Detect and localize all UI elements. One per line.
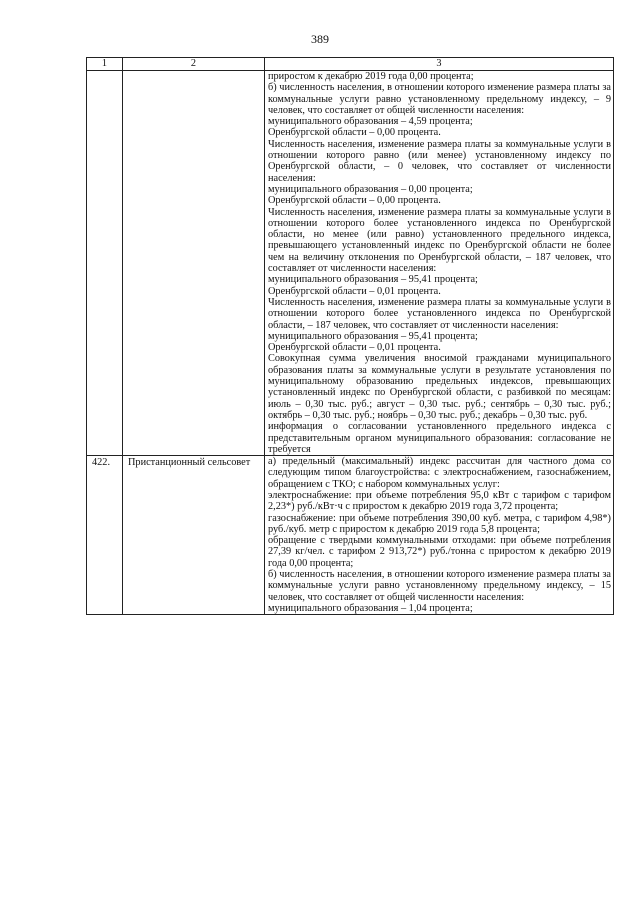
row-number-cell: 422. <box>87 456 123 615</box>
column-header-1: 1 <box>87 58 123 71</box>
paragraph: б) численность населения, в отношении которого изменение размера платы за коммунальные услуги равно установленному предельному индексу, – 15 человек, что составляет от общей численности населения: <box>268 569 611 603</box>
page-number: 389 <box>311 32 329 46</box>
paragraph: Численность населения, изменение размера платы за коммунальные услуги в отношении которого более установленного индекса по Оренбургской области, – 187 человек, что составляет от численности населения: <box>268 296 611 331</box>
paragraph: Численность населения, изменение размера платы за коммунальные услуги в отношении которого равно (или менее) установленному индексу по Оренбургской области, – 0 человек, что составляет от численности населения: <box>268 138 611 184</box>
paragraph: Оренбургской области – 0,00 процента. <box>268 195 441 207</box>
paragraph: муниципального образования – 0,00 процента; <box>268 183 473 195</box>
paragraph: электроснабжение: при объеме потребления 95,0 кВт с тарифом с тарифом 2,23*) руб./кВт·ч с приростом к декабрю 2019 года 3,72 процента; <box>268 489 611 513</box>
paragraph: приростом к декабрю 2019 года 0,00 процента; <box>268 71 474 82</box>
paragraph: Совокупная сумма увеличения вносимой гражданами муниципального образования платы за коммунальные услуги в результате установления по муниципальному образованию предельных индексов, превышающих установленный индекс по Оренбургской области, с разбивкой по месяцам: июль – 0,30 тыс. руб.; август – 0,30 тыс. руб.; сентябрь – 0,30 тыс. руб.; октябрь – 0,30 тыс. руб.; ноябрь – 0,30 тыс. руб.; декабрь – 0,30 тыс. руб. <box>268 353 611 421</box>
paragraph: б) численность населения, в отношении которого изменение размера платы за коммунальные услуги равно установленному предельному индексу, – 9 человек, что составляет от общей численности населения: <box>268 82 611 116</box>
municipal-index-table <box>86 57 614 615</box>
row-content-cell <box>265 71 614 456</box>
row-name-cell: Пристанционный сельсовет <box>123 456 265 615</box>
row-name-cell <box>123 71 265 456</box>
paragraph: обращение с твердыми коммунальными отходами: при объеме потребления 27,39 кг/чел. с тарифом 2 913,72*) руб./тонна с приростом к декабрю 2019 года 0,00 процента; <box>268 535 611 569</box>
column-header-2: 2 <box>123 58 265 71</box>
table-row-continued <box>87 71 614 456</box>
paragraph: муниципального образования – 4,59 процента; <box>268 116 473 128</box>
paragraph: газоснабжение: при объеме потребления 390,00 куб. метра, с тарифом 4,98*) руб./куб. метр с приростом к декабрю 2019 года 5,8 процента; <box>268 512 611 535</box>
column-header-3: 3 <box>265 58 614 71</box>
table-row-422 <box>87 456 614 615</box>
paragraph: Численность населения, изменение размера платы за коммунальные услуги в отношении которого более установленного индекса по Оренбургской области, но менее (или равно) установленного предельного индекса, превышающего установленный индекс по Оренбургской области не более чем на величину отклонения по Оренбургской области, – 187 человек, что составляет от численности населения: <box>268 206 611 275</box>
paragraph: Оренбургской области – 0,01 процента. <box>268 285 441 297</box>
paragraph: муниципального образования – 1,04 процента; <box>268 602 473 614</box>
paragraph: муниципального образования – 95,41 процента; <box>268 330 478 342</box>
table-header-row <box>87 58 614 71</box>
paragraph: информация о согласовании установленного предельного индекса с представительным органом муниципального образования: согласование не требуется <box>268 421 611 455</box>
row-content-cell <box>265 456 614 615</box>
paragraph: а) предельный (максимальный) индекс рассчитан для частного дома со следующим типом благоустройства: с электроснабжением, газоснабжением, обращением с ТКО; с набором коммунальных услуг: <box>268 456 611 490</box>
paragraph: Оренбургской области – 0,01 процента. <box>268 342 441 354</box>
paragraph: Оренбургской области – 0,00 процента. <box>268 127 441 139</box>
row-number-cell <box>87 71 123 456</box>
paragraph: муниципального образования – 95,41 процента; <box>268 274 478 286</box>
